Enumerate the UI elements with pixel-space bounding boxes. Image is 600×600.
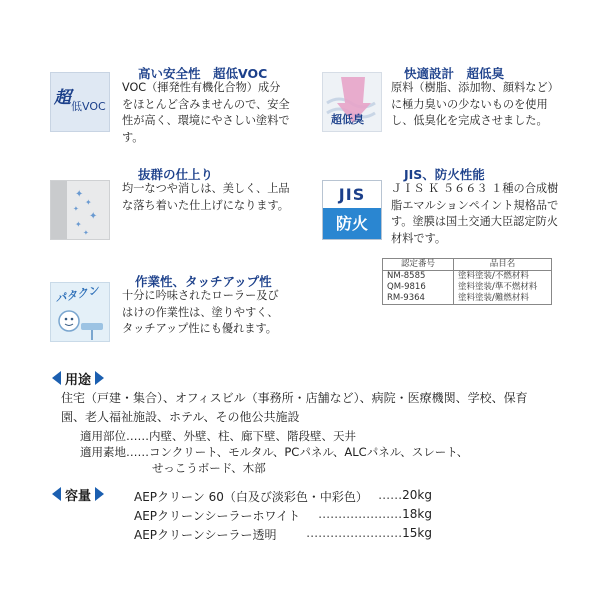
- cert-number: NM-8585: [383, 271, 454, 283]
- capacity-item: [134, 507, 432, 524]
- jis-mark: JIS: [323, 181, 381, 208]
- feature-body-safety: VOC（揮発性有機化合物）成分をほとんど含みませんので、安全性が高く、環境にやさしい塗料です。: [122, 81, 290, 144]
- feature-body-comfort: 原料（樹脂、添加物、顔料など）に極力臭いの少ないものを使用し、低臭化を完成させました。: [391, 81, 559, 127]
- cert-table-header: [383, 259, 552, 271]
- usage-text: 住宅（戸建・集合）、オフィスビル（事務所・店舗など）、病院・医療機関、学校、保育園、老人福祉施設、ホテル、その他公共施設: [61, 391, 528, 424]
- capacity-label: 容量: [65, 488, 92, 504]
- feature-title-safety: 高い安全性 超低VOC: [138, 66, 268, 81]
- feature-body-finish: 均一なつや消しは、美しく、上品な落ち着いた仕上げになります。: [122, 182, 290, 212]
- arrow-right-icon: [95, 371, 104, 385]
- low-voc-icon-char: 超: [54, 88, 71, 108]
- svg-text:✦: ✦: [83, 229, 89, 237]
- capacity-item: [134, 488, 432, 505]
- low-voc-icon-text: 低VOC: [71, 100, 106, 113]
- cert-item: 塗料塗装/準不燃材料: [454, 282, 552, 293]
- feature-body-jis: ＪＩＳ Ｋ ５６６３ １種の合成樹脂エマルションペイント規格品です。塗膜は国土交通大臣認定防火材料です。: [391, 182, 559, 245]
- workability-icon-text: パタクン: [54, 283, 100, 306]
- low-odor-icon: [322, 72, 382, 132]
- cert-header-number: 認定番号: [383, 259, 454, 271]
- finish-icon: [50, 180, 110, 240]
- svg-text:✦: ✦: [89, 211, 98, 222]
- cert-number: QM-9816: [383, 282, 454, 293]
- workability-icon: [50, 282, 110, 342]
- feature-title-jis: JIS、防火性能: [404, 167, 485, 182]
- capacity-item-amount: 15kg: [402, 526, 432, 540]
- table-row: [383, 282, 552, 293]
- cert-number: RM-9364: [383, 293, 454, 305]
- cert-header-item: 品目名: [454, 259, 552, 271]
- usage-materials-value-2: せっこうボード、木部: [152, 461, 266, 475]
- capacity-item-name: AEPクリーンシーラー透明: [134, 528, 277, 542]
- capacity-section-label: [52, 485, 104, 503]
- low-voc-icon: [50, 72, 110, 132]
- svg-text:✦: ✦: [75, 220, 82, 229]
- capacity-item: [134, 526, 432, 543]
- feature-title-comfort: 快適設計 超低臭: [404, 66, 505, 81]
- arrow-right-icon: [95, 487, 104, 501]
- fireproof-mark: 防火: [323, 208, 381, 239]
- capacity-item-name: AEPクリーン 60（白及び淡彩色・中彩色）: [134, 490, 368, 504]
- capacity-item-dots: …………………: [318, 507, 403, 521]
- feature-title-finish: 抜群の仕上り: [138, 167, 214, 182]
- cert-item: 塗料塗装/難燃材料: [454, 293, 552, 305]
- capacity-item-name: AEPクリーンシーラーホワイト: [134, 509, 301, 523]
- usage-materials-row: 適用素地……コンクリート、モルタル、PCパネル、ALCパネル、スレート、: [80, 445, 469, 459]
- usage-label: 用途: [65, 372, 92, 388]
- low-odor-icon-label: 超低臭: [331, 113, 364, 126]
- usage-materials-row-2: [152, 460, 266, 477]
- usage-section-label: [52, 369, 104, 387]
- capacity-item-amount: 20kg: [402, 488, 432, 502]
- svg-text:✦: ✦: [73, 205, 79, 213]
- capacity-item-dots: ……………………: [306, 526, 403, 540]
- feature-body-workability: 十分に吟味されたローラー及びはけの作業性は、塗りやすく、タッチアップ性にも優れます。: [122, 289, 279, 335]
- usage-materials-value: コンクリート、モルタル、PCパネル、ALCパネル、スレート、: [149, 445, 469, 459]
- usage-parts-row: 適用部位……内壁、外壁、柱、廊下壁、階段壁、天井: [80, 429, 356, 443]
- capacity-item-dots: ……: [378, 488, 403, 502]
- usage-parts-value: 内壁、外壁、柱、廊下壁、階段壁、天井: [149, 429, 356, 443]
- capacity-item-amount: 18kg: [402, 507, 432, 521]
- feature-title-workability: 作業性、タッチアップ性: [135, 274, 272, 289]
- usage-materials-label: 適用素地: [80, 445, 126, 459]
- arrow-left-icon: [52, 371, 61, 385]
- usage-parts-label: 適用部位: [80, 429, 126, 443]
- svg-text:✦: ✦: [85, 198, 92, 207]
- jis-fireproof-icon: [322, 180, 382, 240]
- svg-text:✦: ✦: [75, 189, 84, 200]
- table-row: [383, 271, 552, 283]
- certification-table: [382, 258, 552, 305]
- table-row: [383, 293, 552, 305]
- cert-item: 塗料塗装/不燃材料: [454, 271, 552, 283]
- arrow-left-icon: [52, 487, 61, 501]
